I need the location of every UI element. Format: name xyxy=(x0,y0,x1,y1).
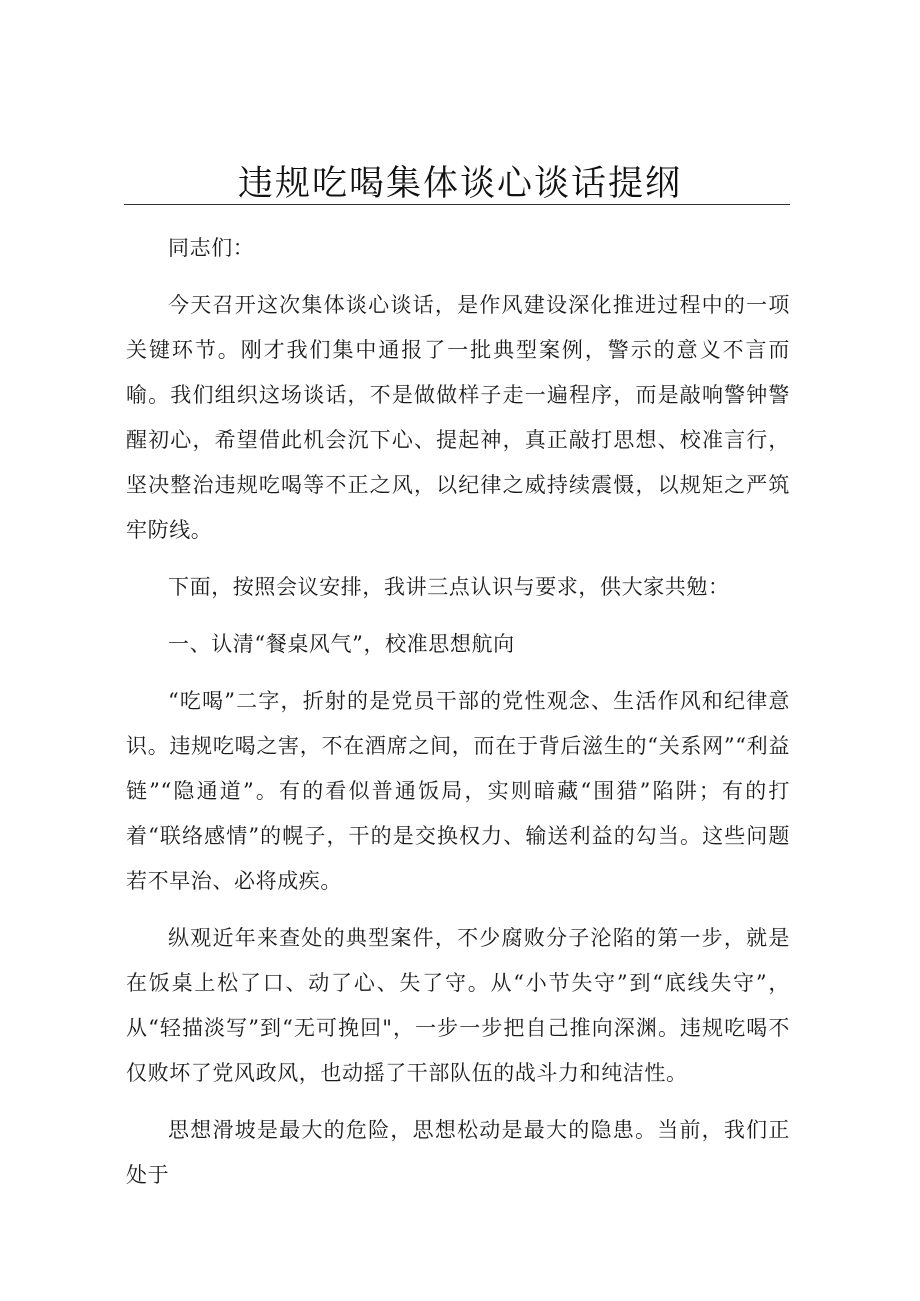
paragraph-agenda: 下面，按照会议安排，我讲三点认识与要求，供大家共勉： xyxy=(168,575,730,599)
document-body xyxy=(126,226,790,1210)
paragraph-1: “吃喝”二字，折射的是党员干部的党性观念、生活作风和纪律意识。违规吃喝之害，不在酒席之间，而在于背后滋生的“关系网”“利益链”“隐通道”。有的看似普通饭局，实则暗藏“围猎”陷阱；有的打着“联络感情”的幌子，干的是交换权力、输送利益的勾当。这些问题若不早治、必将成疾。 xyxy=(126,689,790,893)
paragraph-2: 纵观近年来查处的典型案件，不少腐败分子沦陷的第一步，就是在饭桌上松了口、动了心、失了守。从“小节失守”到“底线失守”，从“轻描淡写”到“无可挽回"，一步一步把自己推向深渊。违规吃喝不仅败坏了党风政风，也动摇了干部队伍的战斗力和纯洁性。 xyxy=(126,926,790,1085)
section-heading-1: 一、认清“餐桌风气”，校准思想航向 xyxy=(168,632,515,656)
salutation: 同志们： xyxy=(168,236,255,260)
title-underline xyxy=(124,204,790,205)
paragraph-3: 思想滑坡是最大的危险，思想松动是最大的隐患。当前，我们正处于 xyxy=(126,1118,790,1187)
document-title: 违规吃喝集体谈心谈话提纲 xyxy=(237,164,682,204)
paragraph-opening: 今天召开这次集体谈心谈话，是作风建设深化推进过程中的一项关键环节。刚才我们集中通报了一批典型案例，警示的意义不言而喻。我们组织这场谈话，不是做做样子走一遍程序，而是敲响警钟警醒初心，希望借此机会沉下心、提起神，真正敲打思想、校准言行，坚决整治违规吃喝等不正之风，以纪律之威持续震慑，以规矩之严筑牢防线。 xyxy=(126,293,790,542)
